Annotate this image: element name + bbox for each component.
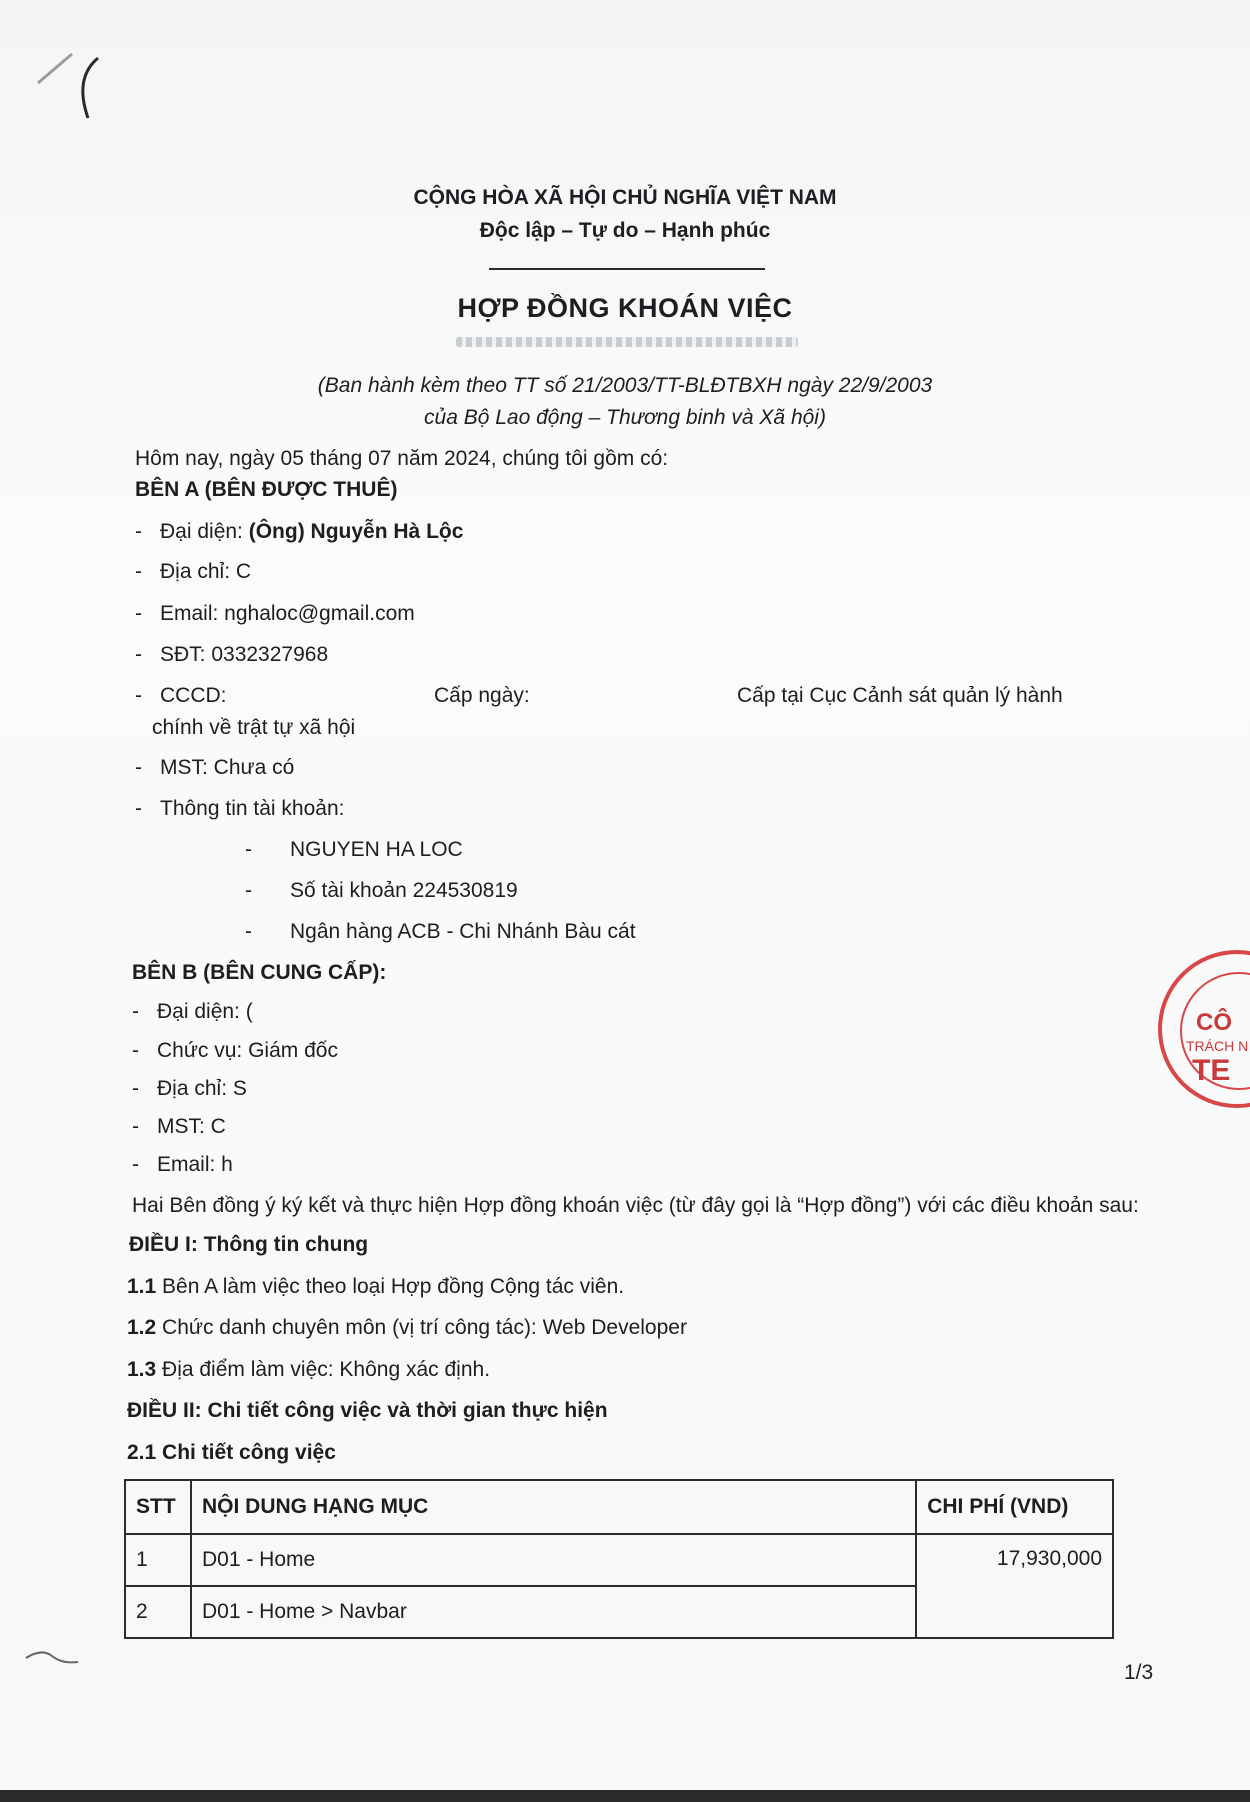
party-a-address: - Địa chỉ: C bbox=[135, 560, 252, 583]
pen-mark-icon bbox=[30, 48, 100, 128]
table-header-row bbox=[125, 1480, 1113, 1534]
header-divider bbox=[489, 268, 765, 270]
row-content: D01 - Home bbox=[191, 1534, 916, 1586]
national-title: CỘNG HÒA XÃ HỘI CHỦ NGHĨA VIỆT NAM bbox=[413, 186, 837, 209]
header-stt: STT bbox=[125, 1480, 191, 1534]
party-a-id-place: Cấp tại Cục Cảnh sát quản lý hành bbox=[737, 684, 1063, 707]
party-a-heading: BÊN A (BÊN ĐƯỢC THUÊ) bbox=[135, 478, 398, 501]
article2-heading: ĐIỀU II: Chi tiết công việc và thời gian thực hiện bbox=[127, 1399, 608, 1422]
party-a-phone: - SĐT: 0332327968 bbox=[135, 643, 329, 666]
article1-item: 1.3 Địa điểm làm việc: Không xác định. bbox=[127, 1358, 491, 1381]
party-a-tax: - MST: Chưa có bbox=[135, 756, 295, 779]
table-row bbox=[125, 1534, 1113, 1586]
article1-item: 1.1 Bên A làm việc theo loại Hợp đồng Cộng tác viên. bbox=[127, 1275, 625, 1298]
signature-scribble-icon bbox=[22, 1640, 82, 1670]
party-b-representative: - Đại diện: ( bbox=[132, 1000, 253, 1023]
party-b-position: - Chức vụ: Giám đốc bbox=[132, 1039, 338, 1062]
contract-title: HỢP ĐỒNG KHOÁN VIỆC bbox=[457, 293, 793, 323]
party-a-bank: - Ngân hàng ACB - Chi Nhánh Bàu cát bbox=[245, 920, 636, 943]
header-cost: CHI PHÍ (VND) bbox=[916, 1480, 1113, 1534]
company-stamp: CÔ TRÁCH N TE bbox=[1158, 950, 1250, 1108]
party-a-account-number: - Số tài khoản 224530819 bbox=[245, 879, 518, 902]
issued-note-line1: (Ban hành kèm theo TT số 21/2003/TT-BLĐTBXH ngày 22/9/2003 bbox=[317, 374, 933, 397]
scan-bottom-edge bbox=[0, 1790, 1250, 1802]
party-b-address: - Địa chỉ: S bbox=[132, 1077, 247, 1100]
motto: Độc lập – Tự do – Hạnh phúc bbox=[479, 219, 771, 242]
redacted-contract-number bbox=[456, 337, 798, 347]
article1-heading: ĐIỀU I: Thông tin chung bbox=[129, 1233, 369, 1256]
party-a-id-date: Cấp ngày: bbox=[434, 684, 530, 707]
row-cost: 17,930,000 bbox=[916, 1534, 1113, 1638]
row-stt: 2 bbox=[125, 1586, 191, 1638]
article2-subheading: 2.1 Chi tiết công việc bbox=[127, 1441, 336, 1464]
row-content: D01 - Home > Navbar bbox=[191, 1586, 916, 1638]
intro-text: Hôm nay, ngày 05 tháng 07 năm 2024, chúng tôi gồm có: bbox=[135, 447, 669, 470]
party-a-email: - Email: nghaloc@gmail.com bbox=[135, 602, 415, 625]
page-number: 1/3 bbox=[1124, 1661, 1154, 1684]
party-a-id-place-cont: chính về trật tự xã hội bbox=[152, 716, 356, 739]
party-a-account-name: - NGUYEN HA LOC bbox=[245, 838, 463, 861]
party-b-tax: - MST: C bbox=[132, 1115, 226, 1138]
agreement-text: Hai Bên đồng ý ký kết và thực hiện Hợp đồng khoán việc (từ đây gọi là “Hợp đồng”) với các điều khoản sau: bbox=[132, 1194, 1139, 1217]
items-table bbox=[124, 1479, 1114, 1639]
header-content: NỘI DUNG HẠNG MỤC bbox=[191, 1480, 916, 1534]
row-stt: 1 bbox=[125, 1534, 191, 1586]
article1-item: 1.2 Chức danh chuyên môn (vị trí công tác): Web Developer bbox=[127, 1316, 687, 1339]
party-b-heading: BÊN B (BÊN CUNG CẤP): bbox=[132, 961, 387, 984]
party-a-representative: - Đại diện: (Ông) Nguyễn Hà Lộc bbox=[135, 520, 464, 543]
party-a-account-label: - Thông tin tài khoản: bbox=[135, 797, 345, 820]
party-b-email: - Email: h bbox=[132, 1153, 233, 1176]
issued-note-line2: của Bộ Lao động – Thương binh và Xã hội) bbox=[424, 406, 826, 429]
party-a-id: - CCCD: bbox=[135, 684, 227, 707]
